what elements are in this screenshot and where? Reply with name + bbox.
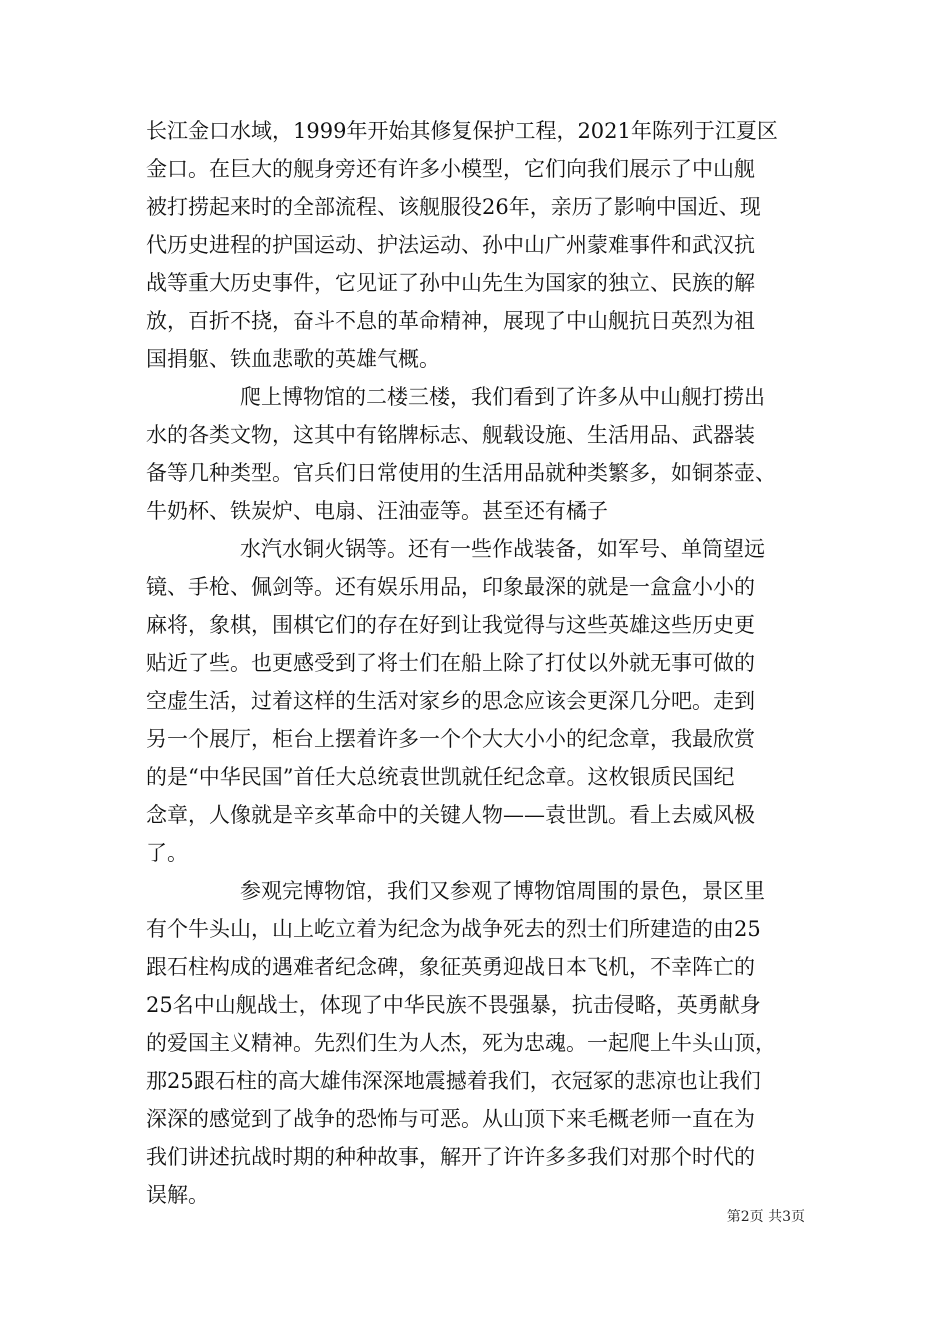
text-line: 备等几种类型。官兵们日常使用的生活用品就种类繁多，如铜茶壶、: [146, 461, 776, 485]
paragraph-2: [146, 378, 826, 530]
text-line: 跟石柱构成的遇难者纪念碑，象征英勇迎战日本飞机，不幸阵亡的: [146, 955, 755, 979]
text-line: 有个牛头山，山上屹立着为纪念为战争死去的烈士们所建造的由25: [146, 917, 761, 941]
text-line: 了。: [146, 841, 188, 865]
text-line: 空虚生活，过着这样的生活对家乡的思念应该会更深几分吧。走到: [146, 689, 755, 713]
body-text: [146, 112, 826, 1214]
text-line: 水的各类文物，这其中有铭牌标志、舰载设施、生活用品、武器装: [146, 423, 755, 447]
text-line: 参观完博物馆，我们又参观了博物馆周围的景色，景区里: [240, 879, 765, 903]
text-line: 念章，人像就是辛亥革命中的关键人物——袁世凯。看上去威风极: [146, 803, 755, 827]
text-line: 放，百折不挠，奋斗不息的革命精神，展现了中山舰抗日英烈为祖: [146, 309, 755, 333]
text-line: 镜、手枪、佩剑等。还有娱乐用品，印象最深的就是一盒盒小小的: [146, 575, 755, 599]
paragraph-1: [146, 112, 826, 378]
text-line: 我们讲述抗战时期的种种故事，解开了许许多多我们对那个时代的: [146, 1145, 755, 1169]
paragraph-3: [146, 530, 826, 872]
page-number: 第2页 共3页: [726, 1209, 805, 1225]
paragraph-4: [146, 872, 826, 1214]
text-line: 水汽水铜火锅等。还有一些作战装备，如军号、单筒望远: [240, 537, 765, 561]
text-line: 的爱国主义精神。先烈们生为人杰，死为忠魂。一起爬上牛头山顶，: [146, 1031, 776, 1055]
text-line: 金口。在巨大的舰身旁还有许多小模型，它们向我们展示了中山舰: [146, 157, 755, 181]
text-line: 深深的感觉到了战争的恐怖与可恶。从山顶下来毛概老师一直在为: [146, 1107, 755, 1131]
text-line: 长江金口水域，1999年开始其修复保护工程，2021年陈列于江夏区: [146, 119, 778, 143]
text-line: 爬上博物馆的二楼三楼，我们看到了许多从中山舰打捞出: [240, 385, 765, 409]
text-line: 牛奶杯、铁炭炉、电扇、汪油壶等。甚至还有橘子: [146, 499, 608, 523]
text-line: 误解。: [146, 1183, 209, 1207]
text-line: 被打捞起来时的全部流程、该舰服役26年，亲历了影响中国近、现: [146, 195, 761, 219]
text-line: 的是“中华民国”首任大总统袁世凯就任纪念章。这枚银质民国纪: [146, 765, 735, 789]
text-line: 麻将，象棋，围棋它们的存在好到让我觉得与这些英雄这些历史更: [146, 613, 755, 637]
text-line: 贴近了些。也更感受到了将士们在船上除了打仗以外就无事可做的: [146, 651, 755, 675]
text-line: 战等重大历史事件，它见证了孙中山先生为国家的独立、民族的解: [146, 271, 755, 295]
text-line: 那25跟石柱的高大雄伟深深地震撼着我们，衣冠冢的悲凉也让我们: [146, 1069, 761, 1093]
text-line: 另一个展厅，柜台上摆着许多一个个大大小小的纪念章，我最欣赏: [146, 727, 755, 751]
text-line: 25名中山舰战士，体现了中华民族不畏强暴，抗击侵略，英勇献身: [146, 993, 761, 1017]
text-line: 国捐躯、铁血悲歌的英雄气概。: [146, 347, 440, 371]
text-line: 代历史进程的护国运动、护法运动、孙中山广州蒙难事件和武汉抗: [146, 233, 755, 257]
